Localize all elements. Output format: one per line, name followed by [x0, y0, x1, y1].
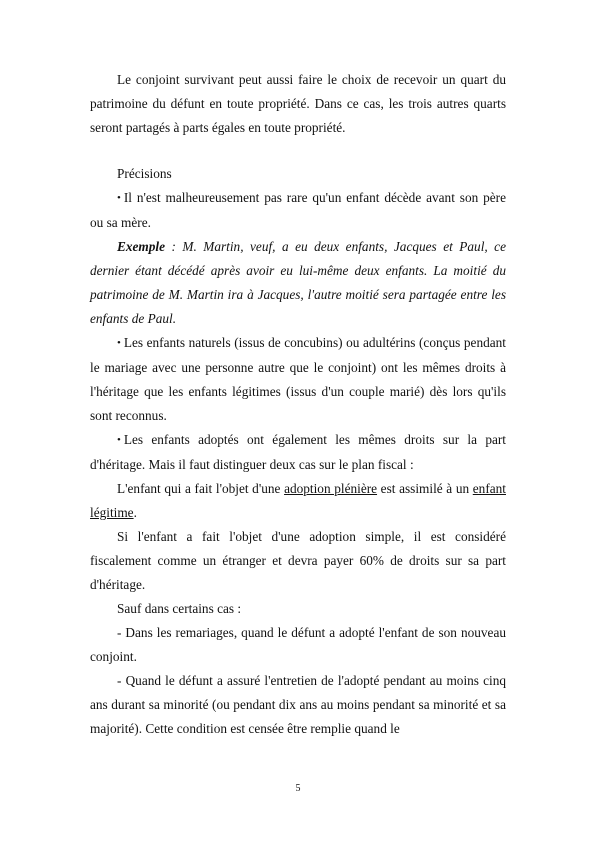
paragraph-enfants-adoptes [90, 428, 506, 477]
paragraph-enfants-naturels [90, 331, 506, 428]
paragraph-sauf: Sauf dans certains cas : [117, 601, 242, 616]
page-number: 5 [295, 783, 301, 794]
paragraph-enfant-decede [90, 186, 506, 235]
paragraph-text: est assimilé à un [377, 481, 473, 496]
bullet-icon: • [117, 192, 121, 204]
link-adoption-pleniere[interactable]: adoption plénière [284, 481, 378, 496]
body-text [90, 68, 506, 741]
paragraph-text: Il n'est malheureusement pas rare qu'un enfant décède avant son père ou sa mère. [90, 190, 506, 230]
paragraph-text: Les enfants naturels (issus de concubins) ou adultérins (conçus pendant le mariage avec une personne autre que le conjoint) ont les mêmes droits à l'héritage que les enfants légitimes (issus d'un couple marié) dès lors qu'ils sont reconnus. [90, 335, 506, 423]
paragraph-adoption-simple: Si l'enfant a fait l'objet d'une adoption simple, il est considéré fiscalement comme un étranger et devra payer 60% de droits sur sa part d'héritage. [90, 529, 506, 592]
section-heading-precisions: Précisions [117, 166, 172, 181]
paragraph-entretien: - Quand le défunt a assuré l'entretien de l'adopté pendant au moins cinq ans durant sa minorité (ou pendant dix ans au moins pendant sa minorité et sa majorité). Cette condition est censée être remplie quand le [90, 673, 506, 736]
bullet-icon: • [117, 337, 121, 349]
paragraph-remariages: - Dans les remariages, quand le défunt a adopté l'enfant de son nouveau conjoint. [90, 625, 506, 664]
paragraph-text: L'enfant qui a fait l'objet d'une [117, 481, 285, 496]
spacer [90, 140, 506, 162]
link-enfant-legitime[interactable]: enfant légitime [90, 481, 506, 520]
example-label: Exemple [117, 239, 166, 254]
paragraph-conjoint-survivant: Le conjoint survivant peut aussi faire le choix de recevoir un quart du patrimoine du défunt en toute propriété. Dans ce cas, les trois autres quarts seront partagés à parts égales en toute propriété. [90, 72, 506, 135]
paragraph-exemple [90, 235, 506, 331]
paragraph-adoption-pleniere [90, 477, 506, 525]
example-text: : M. Martin, veuf, a eu deux enfants, Jacques et Paul, ce dernier étant décédé après avoir eu lui-même deux enfants. La moitié du patrimoine de M. Martin ira à Jacques, l'autre moitié sera partagée entre les enfants de Paul. [90, 239, 506, 326]
paragraph-text: Les enfants adoptés ont également les mêmes droits sur la part d'héritage. Mais il faut distinguer deux cas sur le plan fiscal : [90, 432, 506, 472]
bullet-icon: • [117, 434, 121, 446]
paragraph-text: . [133, 505, 137, 520]
